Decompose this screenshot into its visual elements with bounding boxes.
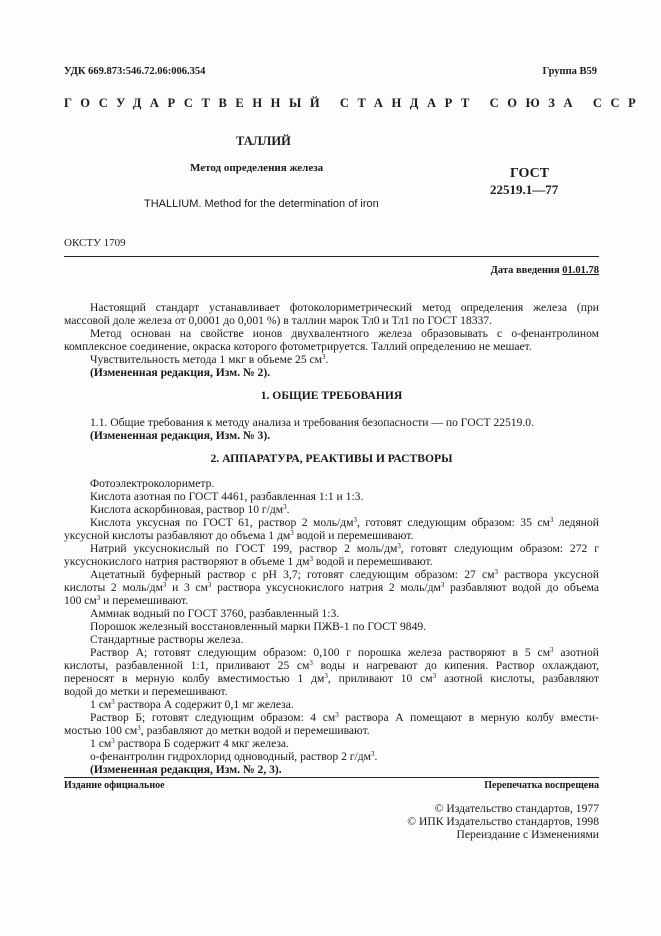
intro-p3: Чувствительность метода 1 мкг в объеме 25 $см^3$.	[90, 353, 329, 366]
intro-amendment: (Измененная редакция, Изм. № 2).	[90, 366, 271, 379]
reagent-line: переносят в мерную колбу вместимостью 1 $дм^3$, приливают 10 $см^3$ азотной кислоты, разбавляют	[64, 672, 599, 685]
reagent-line: мостью 100 $см^3$, разбавляют до метки водой и перемешивают.	[64, 724, 370, 737]
reagent-line: Натрий уксуснокислый по ГОСТ 199, раствор 2 моль/$дм^3$, готовят следующим образом: 272 г	[90, 542, 599, 555]
reagent-line: 1 $см^3$ раствора Б содержит 4 мкг железа.	[90, 737, 289, 750]
intro-p2-line1: Метод основан на свойстве ионов двухвалентного железа образовывать с о-фенантролином	[90, 327, 599, 340]
okstu-code: ОКСТУ 1709	[64, 237, 126, 249]
reagent-line: водой до метки и перемешивают.	[64, 685, 228, 698]
intro-p1-line2: массовой доле железа от 0,0001 до 0,001 %) в таллии марок Тл0 и Тл1 по ГОСТ 18337.	[64, 314, 492, 327]
copyright-1998: © ИПК Издательство стандартов, 1998	[407, 815, 599, 828]
reissue-note: Переиздание с Изменениями	[456, 828, 599, 841]
copyright-1977: © Издательство стандартов, 1977	[434, 802, 599, 815]
reagent-line: Стандартные растворы железа.	[90, 633, 244, 646]
english-title: THALLIUM. Method for the determination of iron	[144, 198, 379, 210]
reagent-line: Кислота уксусная по ГОСТ 61, раствор 2 моль/$дм^3$, готовят следующим образом: 35 $см^3$ ледяной	[90, 516, 599, 529]
standard-title: ТАЛЛИЙ	[236, 134, 291, 148]
group-code: Группа В59	[542, 66, 597, 77]
intro-date-label: Дата введения	[490, 265, 560, 276]
section1-text: 1.1. Общие требования к методу анализа и требования безопасности — по ГОСТ 22519.0.	[90, 416, 534, 429]
footer-divider	[64, 777, 599, 778]
reagent-line: Раствор Б; готовят следующим образом: 4 $см^3$ раствора А помещают в мерную колбу вмести-	[90, 711, 599, 724]
section2-heading: 2. АППАРАТУРА, РЕАКТИВЫ И РАСТВОРЫ	[210, 452, 453, 465]
reagent-line: Раствор А; готовят следующим образом: 0,100 г порошка железа растворяют в 5 $см^3$ азотной	[90, 646, 599, 659]
reprint-notice: Перепечатка воспрещена	[484, 780, 599, 791]
section2-amendment: (Измененная редакция, Изм. № 2, 3).	[90, 763, 282, 776]
intro-p2-line2: комплексное соединение, окраска которого фотометрируется. Таллий определению не мешает.	[64, 340, 532, 353]
reagent-line: Кислота азотная по ГОСТ 4461, разбавленная 1:1 и 1:3.	[90, 490, 364, 503]
reagent-line: Ацетатный буферный раствор с рН 3,7; готовят следующим образом: 27 $см^3$ раствора уксусной	[90, 568, 599, 581]
intro-p1-line1: Настоящий стандарт устанавливает фотоколориметрический метод определения железа (при	[90, 301, 599, 314]
divider	[64, 256, 599, 257]
reagent-line: о-фенантролин гидрохлорид одноводный, раствор 2 $г/дм^3$.	[90, 750, 378, 763]
reagent-line: уксуснокислого натрия растворяют в объеме 1 $дм^3$ водой и перемешивают.	[64, 555, 433, 568]
reagent-line: кислоты, разбавленной 1:1, приливают 25 $см^3$ воды и нагревают до кипения. Раствор охлаждают,	[64, 659, 600, 672]
section1-amendment: (Измененная редакция, Изм. № 3).	[90, 429, 271, 442]
reagent-line: 1 $см^3$ раствора А содержит 0,1 мг железа.	[90, 698, 294, 711]
state-standard-heading: ГОСУДАРСТВЕННЫЙ СТАНДАРТ СОЮЗА ССР	[64, 96, 645, 110]
intro-date-value: 01.01.78	[562, 265, 599, 276]
udk-code: УДК 669.873:546.72.06:006.354	[64, 66, 206, 77]
reagent-line: Фотоэлектроколориметр.	[90, 477, 215, 490]
reagent-line: уксусной кислоты разбавляют до объема 1 $дм^3$ водой и перемешивают.	[64, 529, 414, 542]
section1-heading: 1. ОБЩИЕ ТРЕБОВАНИЯ	[260, 389, 403, 402]
reagent-line: кислоты 2 моль/$дм^3$ и 3 $см^3$ раствора уксуснокислого натрия 2 моль/$дм^3$ разбавляют водой до объема	[64, 581, 599, 594]
official-edition: Издание официальное	[64, 780, 165, 791]
gost-number: 22519.1—77	[490, 182, 559, 197]
gost-label: ГОСТ	[510, 166, 550, 181]
reagent-line: Порошок железный восстановленный марки ПЖВ-1 по ГОСТ 9849.	[90, 620, 427, 633]
standard-subtitle: Метод определения железа	[190, 162, 324, 174]
reagent-line: Кислота аскорбиновая, раствор 10 $г/дм^3$.	[90, 503, 290, 516]
intro-date	[491, 265, 599, 276]
reagent-line: Аммиак водный по ГОСТ 3760, разбавленный 1:3.	[90, 607, 340, 620]
reagent-line: 100 $см^3$ и перемешивают.	[64, 594, 189, 607]
